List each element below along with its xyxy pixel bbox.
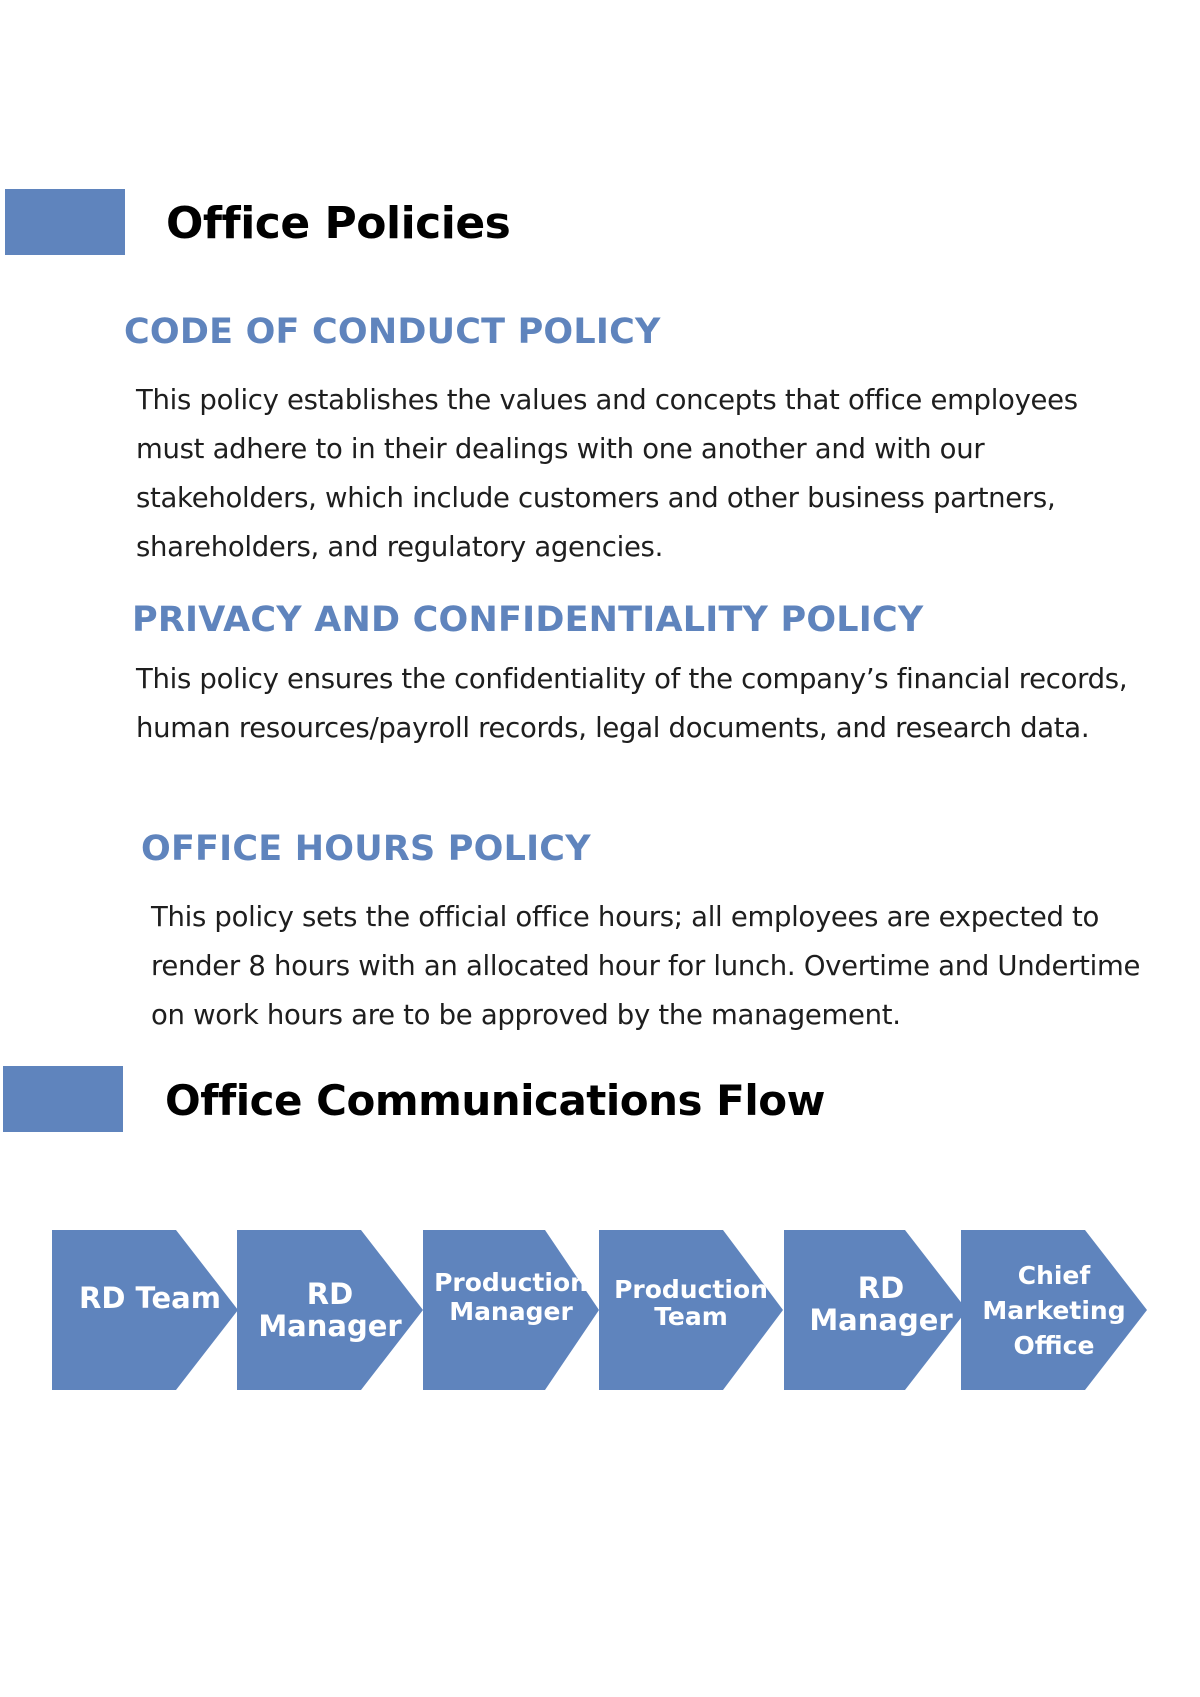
communications-flow <box>0 1230 1200 1390</box>
flow-step-rd-team <box>52 1230 238 1390</box>
flow-step-rd-manager <box>237 1230 423 1390</box>
flow-step-label: Production Team <box>614 1275 768 1331</box>
flow-step-label: RD Team <box>79 1281 221 1315</box>
code-of-conduct-title: CODE OF CONDUCT POLICY <box>124 312 661 352</box>
flow-step-production-team <box>599 1230 783 1390</box>
flow-step-production-manager <box>423 1230 599 1390</box>
communications-accent-block <box>3 1066 123 1132</box>
flow-step-rd-manager-2 <box>784 1230 967 1390</box>
flow-step-chief-marketing-office <box>961 1230 1147 1390</box>
policies-heading: Office Policies <box>166 198 511 249</box>
privacy-policy-title: PRIVACY AND CONFIDENTIALITY POLICY <box>132 600 924 640</box>
office-hours-body: This policy sets the official office hours; all employees are expected to render 8 hours with an allocated hour for lunch. Overtime and Undertime on work hours are to be approved by the management. <box>151 901 1141 1031</box>
flow-step-label: RD Manager <box>809 1271 953 1337</box>
communications-heading: Office Communications Flow <box>165 1076 825 1125</box>
policies-accent-block <box>5 189 125 255</box>
office-hours-title: OFFICE HOURS POLICY <box>141 829 591 869</box>
flow-step-label: Production Manager <box>434 1268 588 1326</box>
flow-step-label: Chief Marketing Office <box>982 1260 1126 1360</box>
flow-step-label: RD Manager <box>258 1277 402 1343</box>
privacy-policy-body: This policy ensures the confidentiality of the company’s financial records, human resources/payroll records, legal documents, and research data. <box>136 663 1128 744</box>
code-of-conduct-body: This policy establishes the values and concepts that office employees must adhere to in their dealings with one another and with our stakeholders, which include customers and other business partners, shareholders, and regulatory agencies. <box>136 384 1078 563</box>
